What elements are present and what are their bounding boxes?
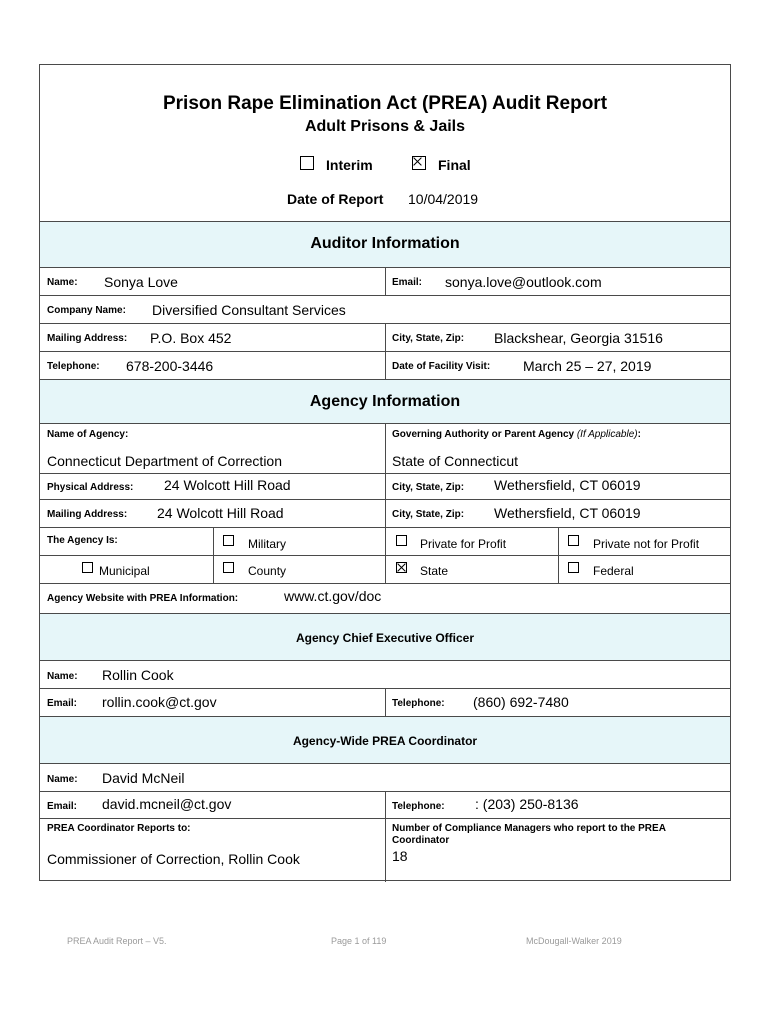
ceo-email-value: rollin.cook@ct.gov xyxy=(102,694,217,710)
compliance-managers-label: Number of Compliance Managers who report to the PREA Coordinator xyxy=(392,823,666,846)
private-not-for-profit-label: Private not for Profit xyxy=(593,537,700,551)
auditor-mailing-label: Mailing Address: xyxy=(47,333,128,344)
facility-visit-label: Date of Facility Visit: xyxy=(392,361,491,372)
county-checkbox[interactable] xyxy=(223,562,234,573)
audit-form xyxy=(39,64,731,881)
interim-checkbox[interactable] xyxy=(300,156,314,170)
auditor-phone-value: 678-200-3446 xyxy=(126,358,214,374)
coordinator-name-value: David McNeil xyxy=(102,770,185,786)
ceo-name-value: Rollin Cook xyxy=(102,667,174,683)
agency-physical-row xyxy=(40,473,730,499)
agency-mailing-label: Mailing Address: xyxy=(47,509,128,520)
mailing-city-value: Wethersfield, CT 06019 xyxy=(494,505,641,521)
physical-address-label: Physical Address: xyxy=(47,482,134,493)
auditor-phone-row xyxy=(40,351,730,379)
compliance-managers-value: 18 xyxy=(392,848,408,864)
coordinator-email-value: david.mcneil@ct.gov xyxy=(102,796,232,812)
ceo-section-title: Agency Chief Executive Officer xyxy=(295,631,475,645)
agency-mailing-row xyxy=(40,499,730,527)
report-subtitle: Adult Prisons & Jails xyxy=(304,118,466,135)
coordinator-section-title: Agency-Wide PREA Coordinator xyxy=(292,734,478,748)
private-for-profit-checkbox[interactable] xyxy=(396,535,407,546)
agency-name-value: Connecticut Department of Correction xyxy=(47,453,282,469)
mailing-city-label: City, State, Zip: xyxy=(392,509,465,520)
ceo-name-row xyxy=(40,660,730,688)
private-for-profit-label: Private for Profit xyxy=(420,537,507,551)
agency-name-label: Name of Agency: xyxy=(47,429,129,440)
military-checkbox[interactable] xyxy=(223,535,234,546)
physical-city-value: Wethersfield, CT 06019 xyxy=(494,477,641,493)
agency-section-header xyxy=(40,379,730,423)
military-label: Military xyxy=(248,537,286,551)
final-checkbox[interactable] xyxy=(412,156,426,170)
coordinator-phone-value: : (203) 250-8136 xyxy=(475,796,579,812)
auditor-mailing-row xyxy=(40,323,730,351)
agency-name-row xyxy=(40,423,730,473)
report-header xyxy=(40,65,730,221)
coordinator-email-label: Email: xyxy=(47,801,78,812)
ceo-email-label: Email: xyxy=(47,698,78,709)
auditor-email-label: Email: xyxy=(392,277,423,288)
ceo-name-label: Name: xyxy=(47,671,78,682)
auditor-city-value: Blackshear, Georgia 31516 xyxy=(494,330,663,346)
auditor-name-row xyxy=(40,267,730,295)
municipal-label: Municipal xyxy=(99,564,150,578)
auditor-name-value: Sonya Love xyxy=(104,274,178,290)
auditor-mailing-value: P.O. Box 452 xyxy=(150,330,232,346)
coordinator-name-label: Name: xyxy=(47,774,78,785)
interim-label: Interim xyxy=(326,157,373,173)
date-of-report-value: 10/04/2019 xyxy=(408,191,479,207)
company-name-value: Diversified Consultant Services xyxy=(152,302,346,318)
coordinator-phone-label: Telephone: xyxy=(392,801,445,812)
ceo-email-row xyxy=(40,688,730,716)
footer-right: McDougall-Walker 2019 xyxy=(526,936,622,946)
agency-website-value[interactable]: www.ct.gov/doc xyxy=(284,588,382,604)
footer-left: PREA Audit Report – V5. xyxy=(67,936,167,946)
federal-label: Federal xyxy=(593,564,634,578)
footer-page-number: Page 1 of 119 xyxy=(331,936,387,946)
coordinator-email-row xyxy=(40,791,730,818)
agency-type-row-1 xyxy=(40,527,730,555)
physical-address-value: 24 Wolcott Hill Road xyxy=(164,477,291,493)
auditor-phone-label: Telephone: xyxy=(47,361,100,372)
coordinator-reports-row xyxy=(40,818,730,881)
federal-checkbox[interactable] xyxy=(568,562,579,573)
coordinator-section-header xyxy=(40,716,730,763)
county-label: County xyxy=(248,564,287,578)
physical-city-label: City, State, Zip: xyxy=(392,482,465,493)
auditor-section-header xyxy=(40,221,730,267)
company-name-label: Company Name: xyxy=(47,305,126,316)
auditor-section-title: Auditor Information xyxy=(310,235,460,252)
state-label: State xyxy=(420,564,449,578)
agency-type-row-2 xyxy=(40,555,730,583)
agency-mailing-value: 24 Wolcott Hill Road xyxy=(157,505,284,521)
agency-website-row xyxy=(40,583,730,613)
municipal-checkbox[interactable] xyxy=(82,562,93,573)
reports-to-value: Commissioner of Correction, Rollin Cook xyxy=(47,851,300,867)
governing-authority-value: State of Connecticut xyxy=(392,453,519,469)
agency-website-label: Agency Website with PREA Information: xyxy=(47,593,239,604)
auditor-name-label: Name: xyxy=(47,277,78,288)
reports-to-label: PREA Coordinator Reports to: xyxy=(47,823,191,834)
auditor-city-label: City, State, Zip: xyxy=(392,333,465,344)
state-checkbox[interactable] xyxy=(396,562,407,573)
agency-type-label: The Agency Is: xyxy=(47,535,118,546)
governing-authority-label: Governing Authority or Parent Agency (If Applicable): xyxy=(392,429,641,440)
final-label: Final xyxy=(438,157,471,173)
ceo-phone-value: (860) 692-7480 xyxy=(473,694,569,710)
auditor-company-row xyxy=(40,295,730,323)
facility-visit-value: March 25 – 27, 2019 xyxy=(523,358,652,374)
private-not-for-profit-checkbox[interactable] xyxy=(568,535,579,546)
auditor-email-value: sonya.love@outlook.com xyxy=(445,274,602,290)
report-title: Prison Rape Elimination Act (PREA) Audit Report xyxy=(162,93,608,114)
date-of-report-label: Date of Report xyxy=(287,191,384,207)
agency-section-title: Agency Information xyxy=(309,393,461,410)
coordinator-name-row xyxy=(40,763,730,791)
ceo-phone-label: Telephone: xyxy=(392,698,445,709)
ceo-section-header xyxy=(40,613,730,660)
